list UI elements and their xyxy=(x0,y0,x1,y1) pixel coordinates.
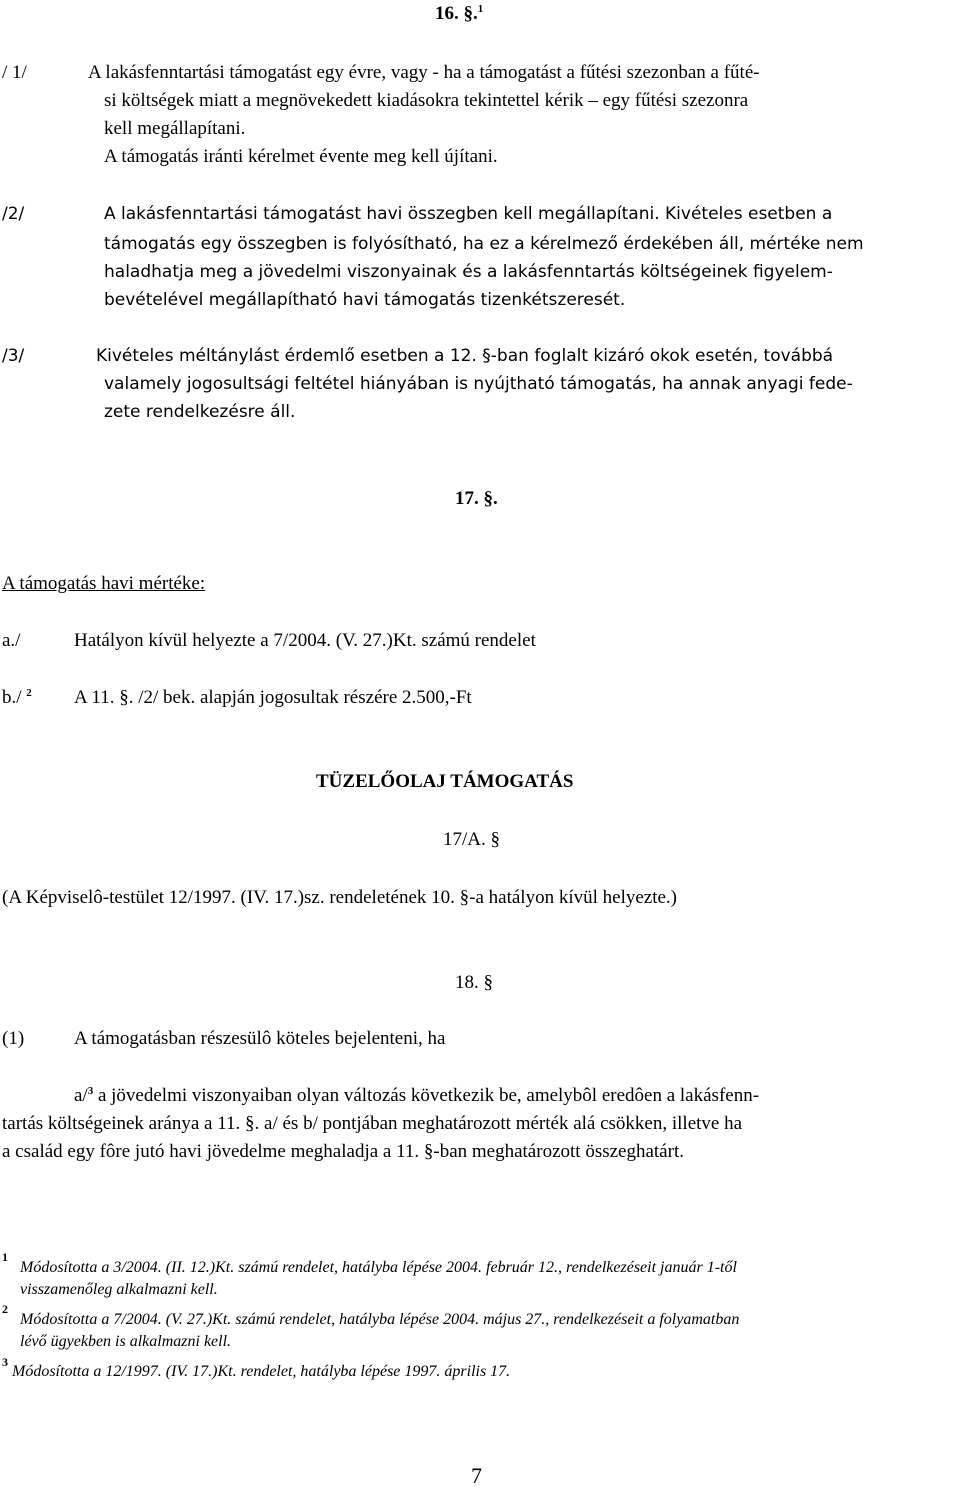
s16-para2-line1: A lakásfenntartási támogatást havi összegben kell megállapítani. Kivételes esetben a xyxy=(104,204,833,224)
s17-item-a-label: a./ xyxy=(2,630,21,651)
s18-item-a-line3: a család egy fôre jutó havi jövedelme meghaladja a 11. §-ban meghatározott összeghatárt. xyxy=(2,1141,684,1162)
footnote-1-line2: visszamenőleg alkalmazni kell. xyxy=(20,1281,218,1298)
s16-para1-label: / 1/ xyxy=(2,62,27,83)
s17-item-b-text: A 11. §. /2/ bek. alapján jogosultak részére 2.500,-Ft xyxy=(74,687,472,708)
s16-para3-label: /3/ xyxy=(2,346,25,366)
s18-para1-text: A támogatásban részesülô köteles bejelenteni, ha xyxy=(74,1028,446,1049)
s16-para1-line4: A támogatás iránti kérelmet évente meg kell újítani. xyxy=(104,146,498,167)
s16-para2-label: /2/ xyxy=(2,204,25,224)
footnote-1-number: 1 xyxy=(2,1250,8,1264)
section-18-heading: 18. § xyxy=(455,972,493,993)
s17a-heading: 17/A. § xyxy=(443,829,500,850)
section-16-heading: 16. §.$^1$ xyxy=(435,3,484,24)
s18-para1-label: (1) xyxy=(2,1028,25,1049)
s16-para3-line2: valamely jogosultsági feltétel hiányában is nyújtható támogatás, ha annak anyagi fede- xyxy=(104,374,853,394)
s16-para2-line2: támogatás egy összegben is folyósítható, ha ez a kérelmező érdekében áll, mértéke nem xyxy=(104,234,864,254)
footnote-2-line2: lévő ügyekben is alkalmazni kell. xyxy=(20,1333,232,1350)
footnote-1-line1: Módosította a 3/2004. (II. 12.)Kt. számú rendelet, hatályba lépése 2004. február 12., rendelkezéseit január 1-től xyxy=(20,1259,737,1276)
s16-para3-line1: Kivételes méltánylást érdemlő esetben a 12. §-ban foglalt kizáró okok esetén, továbbá xyxy=(96,346,834,366)
s18-item-a-line2: tartás költségeinek aránya a 11. §. a/ és b/ pontjában meghatározott mérték alá csökken, illetve ha xyxy=(2,1113,743,1134)
s16-para2-line3: haladhatja meg a jövedelmi viszonyainak és a lakásfenntartás költségeinek figyelem- xyxy=(104,262,833,282)
footnote-2-line1: Módosította a 7/2004. (V. 27.)Kt. számú rendelet, hatályba lépése 2004. május 27., rendelkezéseit a folyamatban xyxy=(20,1311,740,1328)
s16-para1-line3: kell megállapítani. xyxy=(104,118,246,139)
footnote-ref-1[interactable]: 1 xyxy=(477,3,484,15)
s16-para2-line4: bevételével megállapítható havi támogatás tizenkétszeresét. xyxy=(104,290,626,310)
footnote-3-number: 3 xyxy=(2,1355,8,1369)
footnote-3-line1: Módosította a 12/1997. (IV. 17.)Kt. rendelet, hatályba lépése 1997. április 17. xyxy=(12,1363,511,1380)
s18-item-a-line1: a/$^3$ a jövedelmi viszonyaiban olyan változás következik be, amelybôl eredôen a lakásfenn- xyxy=(74,1085,760,1106)
s17-item-a-text: Hatályon kívül helyezte a 7/2004. (V. 27.)Kt. számú rendelet xyxy=(74,630,536,651)
s17-item-b-label: b./ $^2$ xyxy=(2,687,32,708)
s16-para3-line3: zete rendelkezésre áll. xyxy=(104,402,296,422)
s16-para1-line1: A lakásfenntartási támogatást egy évre, vagy - ha a támogatást a fűtési szezonban a fűté- xyxy=(88,62,760,83)
s17-subtitle: A támogatás havi mértéke: xyxy=(2,573,206,594)
s17a-title: TÜZELŐOLAJ TÁMOGATÁS xyxy=(316,771,574,792)
s17a-text: (A Képviselô-testület 12/1997. (IV. 17.)sz. rendeletének 10. §-a hatályon kívül helyezte.) xyxy=(2,887,678,908)
footnote-2-number: 2 xyxy=(2,1302,8,1316)
s16-para1-line2: si költségek miatt a megnövekedett kiadásokra tekintettel kérik – egy fűtési szezonra xyxy=(104,90,749,111)
page-number: 7 xyxy=(471,1463,482,1488)
footnote-ref-2[interactable]: 2 xyxy=(26,687,32,699)
footnote-ref-3[interactable]: 3 xyxy=(87,1085,94,1097)
section-17-heading: 17. §. xyxy=(455,488,498,509)
